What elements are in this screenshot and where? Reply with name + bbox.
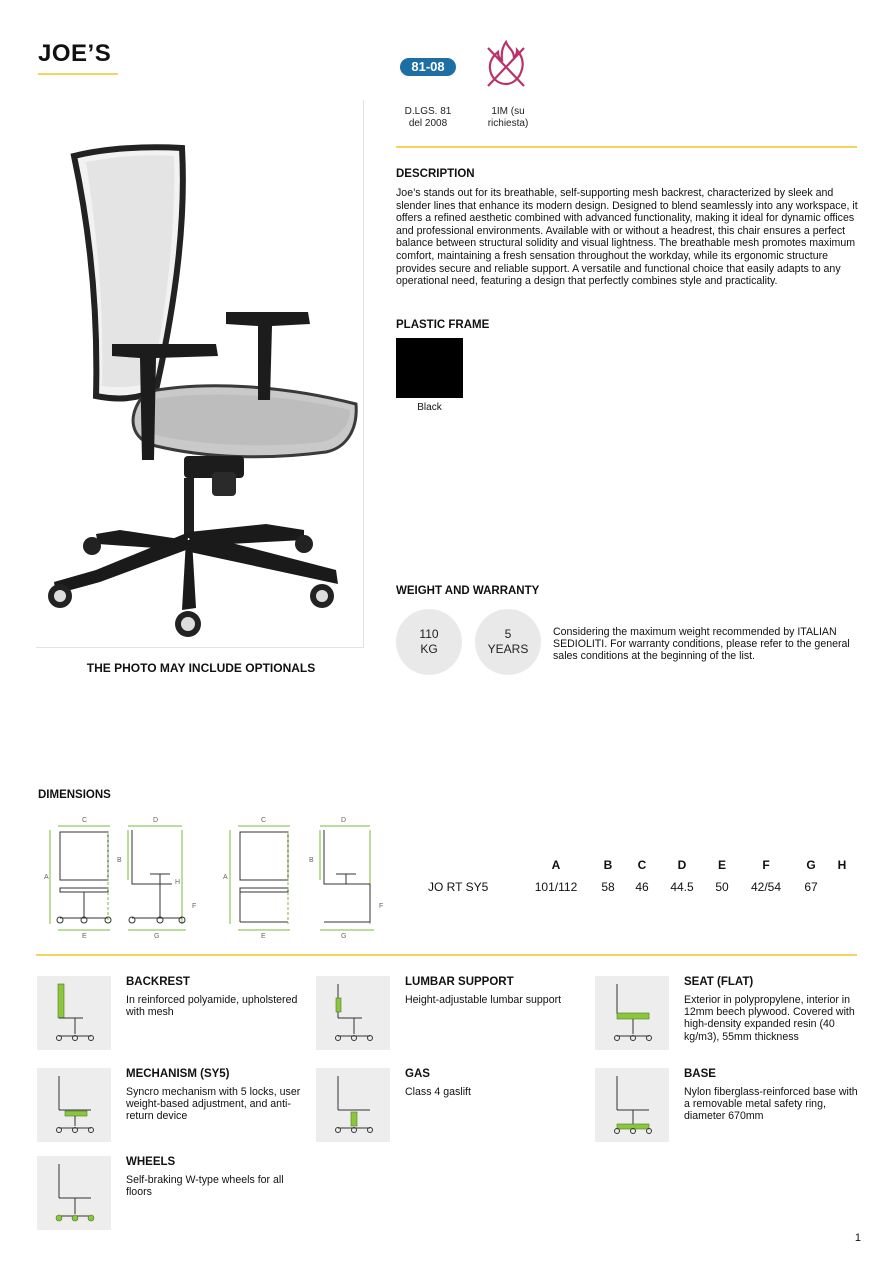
dim-label-g: G — [154, 933, 160, 940]
feature-title: GAS — [405, 1068, 430, 1080]
feature-title: WHEELS — [126, 1156, 176, 1168]
dim-label-a: A — [44, 874, 49, 881]
dimensions-heading: DIMENSIONS — [38, 789, 111, 801]
swatch-label: Black — [417, 402, 442, 413]
feature-text: Self-braking W-type wheels for all floors — [126, 1174, 284, 1199]
fire-class-icon — [484, 38, 528, 90]
feature-text: Syncro mechanism with 5 locks, user weight-based adjustment, and anti-return device — [126, 1086, 301, 1123]
dim-value-a: 101/112 — [534, 880, 578, 894]
weight-warranty-heading: WEIGHT AND WARRANTY — [396, 585, 540, 597]
feature-title: BASE — [684, 1068, 716, 1080]
gas-lift-icon — [316, 1068, 390, 1142]
dimension-drawings — [36, 812, 386, 944]
page-title: JOE’S — [38, 40, 112, 67]
cert-caption-dlgs: D.LGS. 81 del 2008 — [404, 106, 452, 129]
svg-text:A: A — [223, 874, 228, 881]
dim-value-f: 42/54 — [750, 880, 782, 894]
dim-value-e: 50 — [715, 880, 729, 894]
feature-title: LUMBAR SUPPORT — [405, 976, 514, 988]
base-icon — [595, 1068, 669, 1142]
dim-value-g: 67 — [804, 880, 818, 894]
title-underline — [38, 73, 118, 75]
svg-text:B: B — [309, 857, 314, 864]
warranty-circle: 5 YEARS — [475, 609, 541, 675]
color-swatch-black — [396, 338, 463, 398]
feature-text: Nylon fiberglass-reinforced base with a removable metal safety ring, diameter 670mm — [684, 1086, 858, 1123]
svg-text:F: F — [379, 903, 384, 910]
dim-label-b: B — [117, 857, 122, 864]
feature-text: Class 4 gaslift — [405, 1086, 471, 1098]
description-heading: DESCRIPTION — [396, 168, 475, 180]
dim-col-a: A — [551, 858, 561, 872]
seat-icon — [595, 976, 669, 1050]
feature-title: BACKREST — [126, 976, 190, 988]
dim-label-d: D — [153, 817, 159, 824]
dim-col-b: B — [603, 858, 613, 872]
mechanism-icon — [37, 1068, 111, 1142]
cert-caption-fire-class: 1IM (su richiesta) — [487, 106, 529, 129]
dim-label-f: F — [192, 903, 197, 910]
dim-value-c: 46 — [635, 880, 649, 894]
weight-circle: 110 KG — [396, 609, 462, 675]
feature-text: Height-adjustable lumbar support — [405, 994, 562, 1006]
dim-label-c: C — [82, 817, 88, 824]
wheels-icon — [37, 1156, 111, 1230]
product-photo-frame — [36, 100, 364, 648]
dim-col-g: G — [806, 858, 816, 872]
feature-text: Exterior in polypropylene, interior in 12mm beech plywood. Covered with high-density expanded resin (40 kg/m3), 55mm thickness — [684, 994, 855, 1043]
svg-text:G: G — [341, 933, 347, 940]
description-text: Joe’s stands out for its breathable, self-supporting mesh backrest, characterized by sleek and slender lines that enhance its modern design. Designed to blend seamlessly into any workspace, it offers a refined aesthetic combined with advanced functionality, making it ideal for dynamic offices and professional environments. Available with or without a headrest, this chair ensures a perfect balance between structural solidity and visual lightness. The breathable mesh promotes maximum comfort, maintaining a fresh sensation throughout the workday, while its ergonomic structure provides secure and reliable support. A versatile and functional choice that easily adapts to any operational need, featuring a design that perfectly combines style and practicality. — [396, 187, 858, 288]
lumbar-support-icon — [316, 976, 390, 1050]
dim-col-e: E — [717, 858, 726, 872]
dim-model: JO RT SY5 — [428, 880, 489, 894]
dim-value-b: 58 — [601, 880, 615, 894]
chair-photo — [36, 100, 364, 648]
dim-value-d: 44.5 — [670, 880, 694, 894]
cert-badge-81-08: 81-08 — [400, 58, 456, 76]
dim-col-h: H — [837, 858, 847, 872]
svg-text:E: E — [261, 933, 266, 940]
feature-title: MECHANISM (SY5) — [126, 1068, 230, 1080]
divider — [36, 954, 857, 956]
svg-text:C: C — [261, 817, 267, 824]
page-number: 1 — [854, 1232, 861, 1244]
backrest-icon — [37, 976, 111, 1050]
warranty-text: Considering the maximum weight recommended by ITALIAN SEDIOLITI. For warranty conditions, please refer to the general sales conditions at the beginning of the list. — [553, 626, 850, 662]
dim-col-c: C — [637, 858, 647, 872]
feature-title: SEAT (FLAT) — [684, 976, 754, 988]
plastic-frame-heading: PLASTIC FRAME — [396, 319, 490, 331]
dim-col-f: F — [762, 858, 770, 872]
dim-label-h: H — [175, 879, 181, 886]
photo-note: THE PHOTO MAY INCLUDE OPTIONALS — [86, 661, 316, 675]
feature-text: In reinforced polyamide, upholstered with mesh — [126, 994, 298, 1019]
divider — [396, 146, 857, 148]
dim-col-d: D — [677, 858, 687, 872]
svg-text:D: D — [341, 817, 347, 824]
dim-label-e: E — [82, 933, 87, 940]
